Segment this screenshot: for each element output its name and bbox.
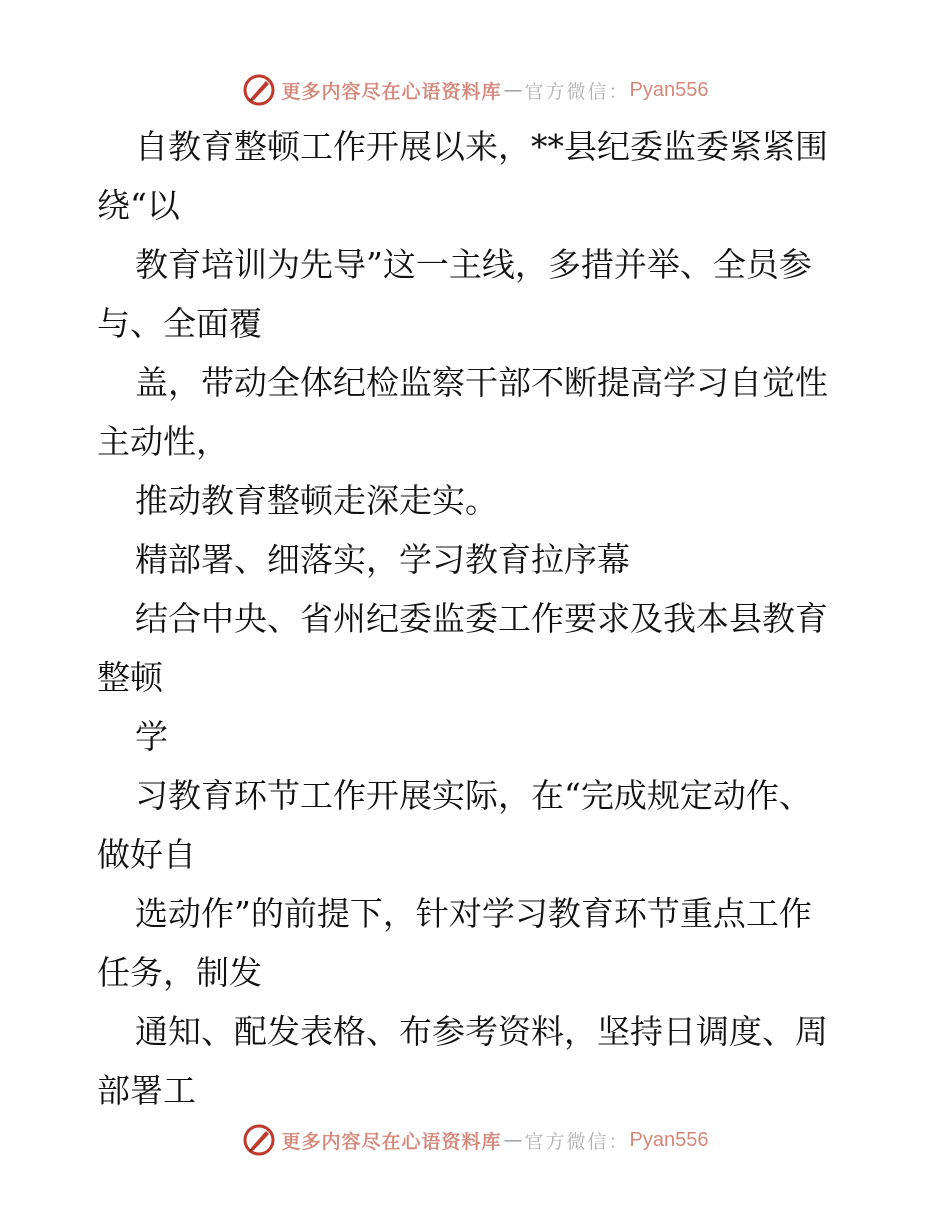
text-line: 做好自 <box>97 835 196 874</box>
text-line: 通知、配发表格、布参考资料，坚持日调度、周 <box>135 1012 828 1051</box>
text-line: 盖，带动全体纪检监察干部不断提高学习自觉性 <box>135 363 828 402</box>
banner-wechat-label: 官方微信： <box>524 80 630 103</box>
quill-logo-icon <box>242 1123 276 1157</box>
text-line: 主动性， <box>97 422 229 461</box>
banner-wechat-id: Pyan556 <box>629 1128 709 1151</box>
text-line: 学 <box>135 717 168 756</box>
text-line: 部署工 <box>97 1071 196 1110</box>
text-line: 教育培训为先导”这一主线，多措并举、全员参 <box>135 245 812 284</box>
banner-wechat-id: Pyan556 <box>629 78 709 101</box>
quill-logo-icon <box>242 73 276 107</box>
footer-banner <box>0 1120 950 1160</box>
document-body <box>97 117 857 1120</box>
text-line: 结合中央、省州纪委监委工作要求及我本县教育 <box>135 599 828 638</box>
banner-separator: — <box>503 1129 523 1151</box>
text-line: 与、全面覆 <box>97 304 262 343</box>
banner-main-text: 更多内容尽在心语资料库 <box>281 1130 502 1153</box>
banner-main-text: 更多内容尽在心语资料库 <box>281 80 502 103</box>
text-line: 推动教育整顿走深走实。 <box>135 481 498 520</box>
text-line: 习教育环节工作开展实际，在“完成规定动作、 <box>135 776 812 815</box>
text-line: 任务，制发 <box>97 953 262 992</box>
text-line: 绕“以 <box>97 186 180 225</box>
text-line: 整顿 <box>97 658 163 697</box>
text-line: 选动作”的前提下，针对学习教育环节重点工作 <box>135 894 812 933</box>
section-heading: 精部署、细落实，学习教育拉序幕 <box>135 540 630 579</box>
header-banner <box>0 70 950 110</box>
text-line: 自教育整顿工作开展以来，**县纪委监委紧紧围 <box>135 127 828 166</box>
banner-separator: — <box>503 79 523 101</box>
banner-wechat-label: 官方微信： <box>524 1130 630 1153</box>
